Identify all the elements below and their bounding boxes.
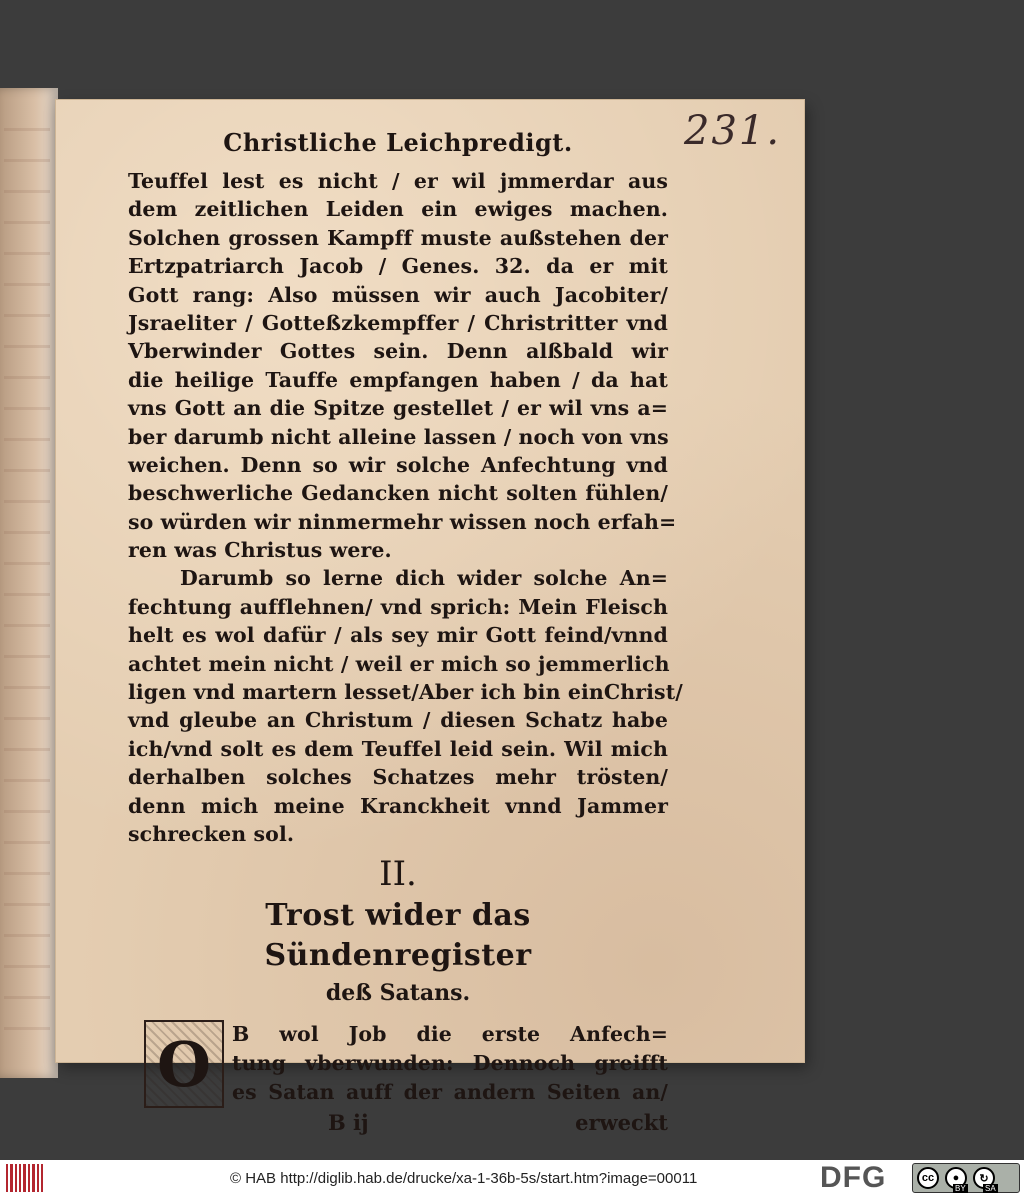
text-line: Darumb so lerne dich wider solche An= — [180, 566, 668, 591]
section-number: II. — [379, 854, 417, 895]
paragraph-1 — [128, 167, 677, 564]
text-line: vns Gott an die Spitze gestellet / er wil vns a= — [128, 396, 668, 421]
text-line: schrecken sol. — [128, 821, 295, 846]
text-line: die heilige Tauffe empfangen haben / da hat — [128, 367, 668, 392]
cc-license-badge[interactable] — [912, 1163, 1020, 1193]
dfg-logo[interactable]: DFG — [820, 1161, 887, 1194]
sa-label: SA — [985, 1184, 996, 1193]
text-line: achtet mein nicht / weil er mich so jemmerlich — [128, 651, 670, 676]
text-line: ren was Christus were. — [128, 538, 392, 563]
folio-number: 231. — [684, 108, 782, 154]
text-line: Ertzpatriarch Jacob / Genes. 32. da er mit — [128, 254, 668, 279]
text-line: derhalben solches Schatzes mehr trösten/ — [128, 765, 668, 790]
text-line: dem zeitlichen Leiden ein ewiges machen. — [128, 197, 668, 222]
section-title: Trost wider das Sündenregister — [264, 898, 532, 974]
text-line: Jsraeliter / Gotteßzkempffer / Christritter vnd — [128, 310, 668, 335]
by-label: BY — [955, 1184, 966, 1193]
text-line: B wol Job die erste Anfech= — [232, 1022, 668, 1047]
text-line: weichen. Denn so wir solche Anfechtung vnd — [128, 452, 668, 477]
signature-mark: B ij — [328, 1110, 369, 1136]
text-line: so würden wir ninmermehr wissen noch erfah= — [128, 509, 677, 534]
initial-paragraph — [128, 1020, 668, 1108]
text-line: helt es wol dafür / als sey mir Gott feind/vnnd — [128, 623, 668, 648]
barcode-icon — [6, 1164, 46, 1192]
text-line: fechtung aufflehnen/ vnd sprich: Mein Fleisch — [128, 594, 668, 619]
text-line: beschwerliche Gedancken nicht solten fühlen/ — [128, 481, 668, 506]
page-footer-line — [128, 1110, 668, 1135]
viewer-footer-bar — [0, 1160, 1024, 1196]
section-subtitle: deß Satans. — [325, 980, 471, 1007]
text-line: es Satan auff der andern Seiten an/ — [232, 1080, 668, 1105]
by-attribution-icon: ● — [945, 1167, 967, 1189]
decorated-initial: O — [144, 1020, 224, 1108]
sa-share-alike-icon: ↻ — [973, 1167, 995, 1189]
running-header: Christliche Leichpredigt. — [223, 128, 573, 157]
previous-page-edge — [0, 88, 58, 1078]
text-line: Solchen grossen Kampff muste außstehen der — [128, 225, 668, 250]
text-line: Vberwinder Gottes sein. Denn alßbald wir — [128, 339, 668, 364]
text-line: denn mich meine Kranckheit vnnd Jammer — [128, 793, 668, 818]
copyright-link[interactable]: © HAB http://diglib.hab.de/drucke/xa-1-36b-5s/start.htm?image=00011 — [230, 1169, 698, 1187]
text-line: ber darumb nicht alleine lassen / noch von vns — [128, 424, 669, 449]
catchword: erweckt — [575, 1110, 668, 1136]
text-line: tung vberwunden: Dennoch greifft — [232, 1051, 668, 1076]
text-line: vnd gleube an Christum / diesen Schatz habe — [128, 708, 668, 733]
cc-icon: cc — [917, 1167, 939, 1189]
text-line: Teuffel lest es nicht / er wil jmmerdar aus — [128, 169, 668, 193]
page-text — [128, 122, 683, 1136]
text-line: ich/vnd solt es dem Teuffel leid sein. Wil mich — [128, 736, 668, 761]
text-line: ligen vnd martern lesset/Aber ich bin einChrist/ — [128, 680, 683, 705]
paragraph-2 — [128, 564, 683, 848]
text-line: Gott rang: Also müssen wir auch Jacobiter/ — [128, 282, 668, 307]
